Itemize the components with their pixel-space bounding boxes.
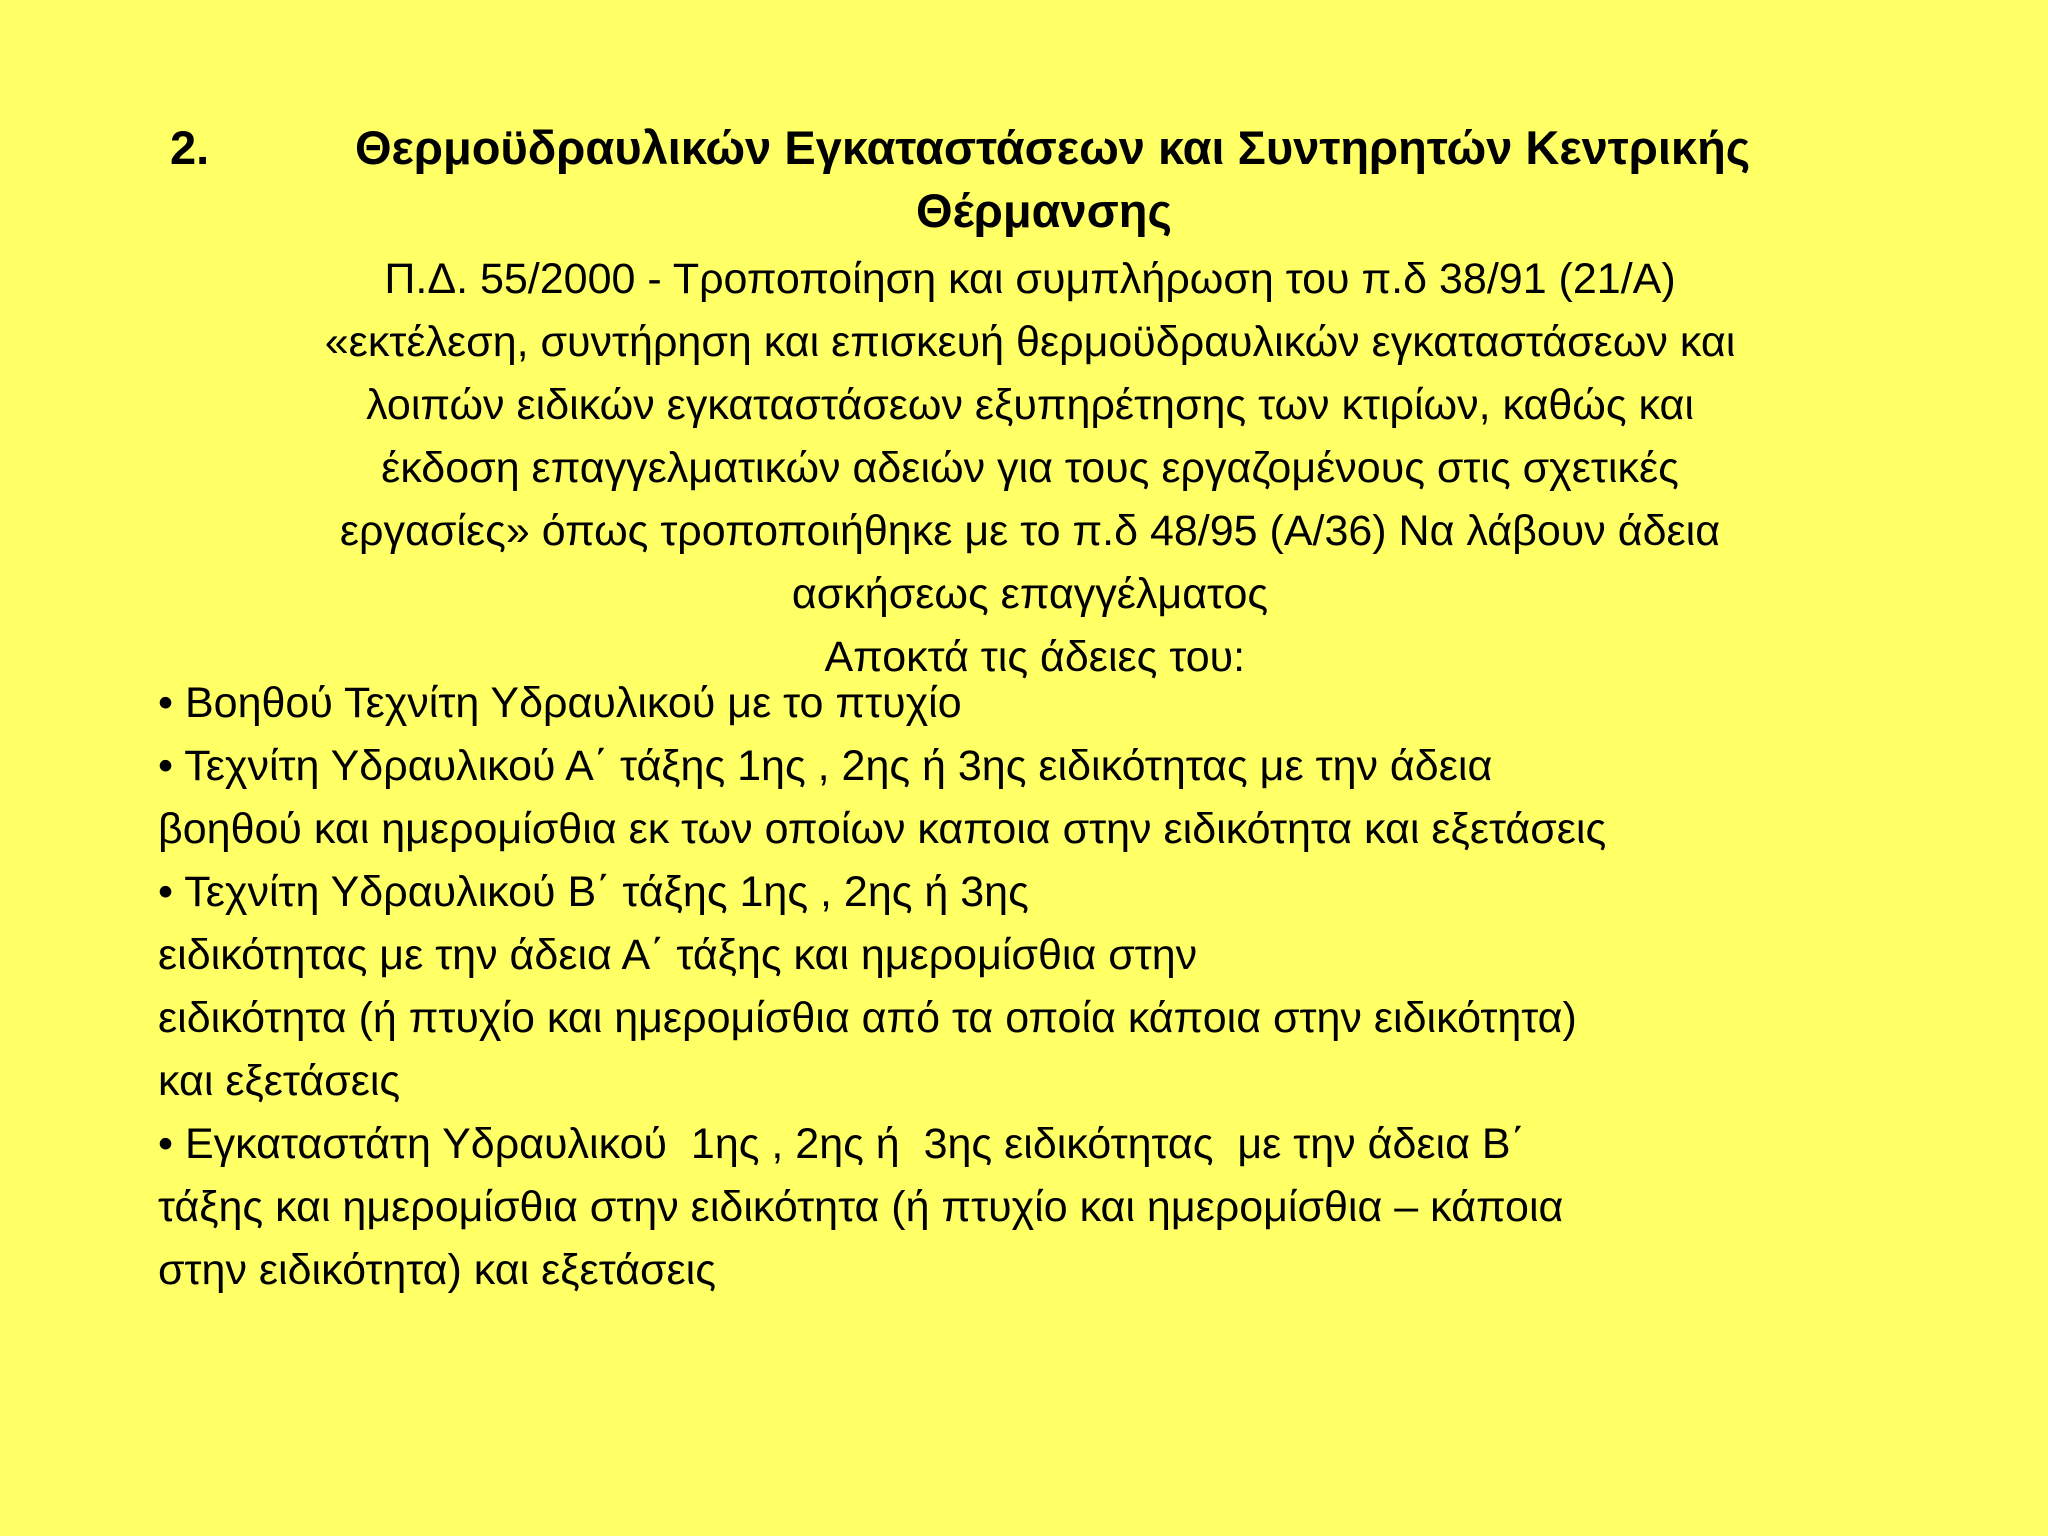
license-list [158, 672, 1918, 1302]
title-text-line-1: Θερμοϋδραυλικών Εγκαταστάσεων και Συντηρητών Κεντρικής [355, 121, 1751, 174]
list-item: • Εγκαταστάτη Υδραυλικού 1ης , 2ης ή 3ης ειδικότητας με την άδεια Β΄ [158, 1120, 1525, 1168]
list-item-continuation: τάξης και ημερομίσθια στην ειδικότητα (ή πτυχίο και ημερομίσθια – κάποια [158, 1183, 1564, 1231]
list-item-continuation: και εξετάσεις [158, 1057, 401, 1105]
intro-paragraph [120, 248, 1940, 689]
list-item-continuation: στην ειδικότητα) και εξετάσεις [158, 1246, 716, 1294]
list-item-continuation: ειδικότητα (ή πτυχίο και ημερομίσθια από τα οποία κάποια στην ειδικότητα) [158, 994, 1577, 1042]
intro-line: έκδοση επαγγελματικών αδειών για τους εργαζομένους στις σχετικές [381, 444, 1679, 492]
intro-line: Π.Δ. 55/2000 - Τροποποίηση και συμπλήρωση του π.δ 38/91 (21/Α) [384, 255, 1676, 303]
title-number: 2. [170, 121, 210, 174]
list-item-continuation: ειδικότητας με την άδεια Α΄ τάξης και ημερομίσθια στην [158, 931, 1198, 979]
licenses-heading: Αποκτά τις άδειες του: [814, 633, 1246, 681]
intro-line: «εκτέλεση, συντήρηση και επισκευή θερμοϋδραυλικών εγκαταστάσεων και [324, 318, 1736, 366]
list-item: • Τεχνίτη Υδραυλικού Β΄ τάξης 1ης , 2ης ή 3ης [158, 868, 1029, 916]
slide-title [158, 116, 1898, 242]
title-text-line-2: Θέρμανσης [916, 184, 1172, 237]
intro-line: εργασίες» όπως τροποποιήθηκε με το π.δ 48/95 (Α/36) Να λάβουν άδεια [339, 507, 1721, 555]
title-line-1 [158, 116, 1898, 179]
list-item: • Τεχνίτη Υδραυλικού Α΄ τάξης 1ης , 2ης ή 3ης ειδικότητας με την άδεια [158, 742, 1493, 790]
intro-line: ασκήσεως επαγγέλματος [791, 570, 1269, 618]
list-item-continuation: βοηθού και ημερομίσθια εκ των οποίων καποια στην ειδικότητα και εξετάσεις [158, 805, 1607, 853]
intro-line: λοιπών ειδικών εγκαταστάσεων εξυπηρέτησης των κτιρίων, καθώς και [366, 381, 1694, 429]
list-item: • Βοηθού Τεχνίτη Υδραυλικού με το πτυχίο [158, 679, 962, 727]
